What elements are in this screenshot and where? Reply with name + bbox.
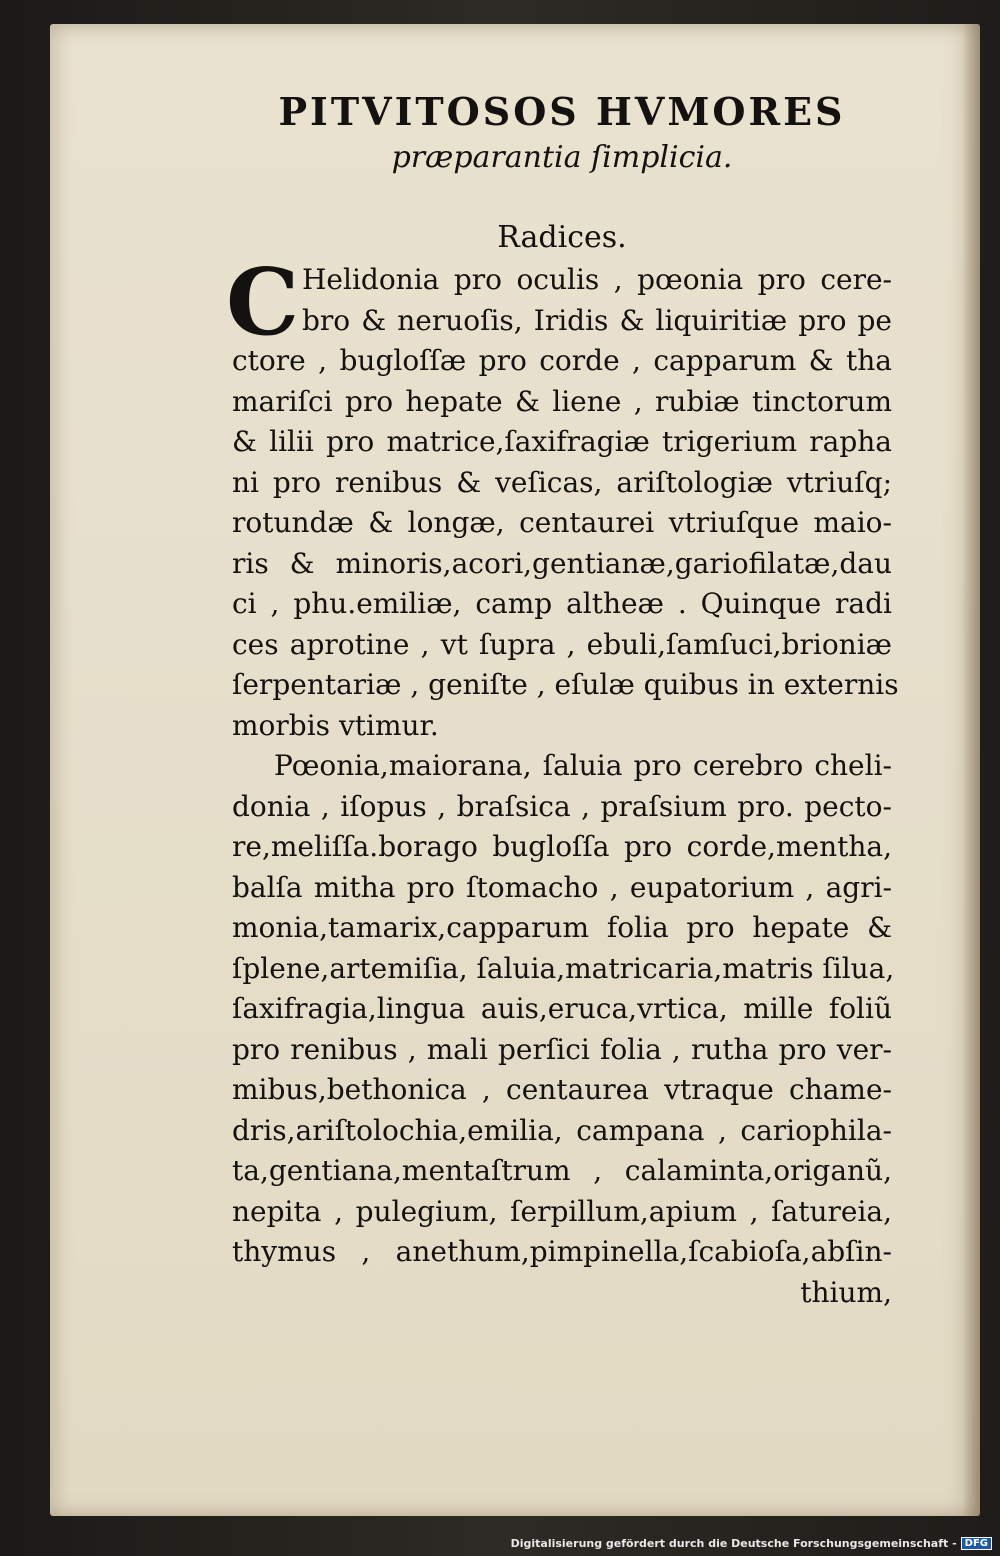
digitization-credit — [511, 1537, 992, 1550]
text-line: mariſci pro hepate & liene , rubiæ tinctorum — [232, 384, 892, 418]
page-gutter-shadow — [962, 24, 980, 1516]
text-line: dris,ariſtolochia,emilia, campana , cariophila- — [232, 1113, 892, 1147]
page-subtitle: præparantia ſimplicia. — [391, 140, 733, 175]
text-line: ci , phu.emiliæ, camp altheæ . Quinque radi — [232, 587, 892, 620]
section-heading: Radices. — [497, 220, 627, 255]
text-line: & lilii pro matrice,ſaxifragiæ trigerium rapha — [232, 425, 892, 458]
drop-cap: C — [226, 248, 300, 356]
text-line: thium, — [800, 1275, 892, 1309]
paragraph-herbs — [232, 746, 895, 1313]
text-line: ſplene,artemiſia, ſaluia,matricaria,matris ſilua, — [232, 951, 895, 985]
text-line: re,meliſſa.borago bugloſſa pro corde,mentha, — [232, 830, 892, 863]
text-line: Helidonia pro oculis , pœonia pro cere- — [302, 263, 892, 296]
text-line: ris & minoris,acori,gentianæ,gariofilatæ,dau — [232, 546, 892, 580]
paragraph-radices — [226, 248, 899, 746]
page-title: PITVITOSOS HVMORES — [278, 89, 846, 134]
text-line: morbis vtimur. — [232, 708, 439, 742]
text-line: bro & neruoſis, Iridis & liquiritiæ pro pe — [302, 303, 892, 337]
text-line: ces aprotine , vt ſupra , ebuli,ſamſuci,brioniæ — [232, 627, 892, 661]
dfg-logo-icon: DFG — [961, 1537, 992, 1550]
text-line: ni pro renibus & veſicas, ariſtologiæ vtriuſq; — [232, 465, 892, 499]
page-text — [226, 89, 899, 1313]
text-line: pro renibus , mali perſici folia , rutha pro ver- — [232, 1032, 892, 1066]
credit-text: Digitalisierung gefördert durch die Deutsche Forschungsgemeinschaft - — [510, 1537, 957, 1550]
text-line: ctore , bugloſſæ pro corde , capparum & tha — [232, 344, 892, 377]
text-line: thymus , anethum,pimpinella,ſcabioſa,abſin- — [232, 1235, 892, 1268]
text-line: mibus,bethonica , centaurea vtraque chame- — [232, 1073, 892, 1106]
text-line: nepita , pulegium, ſerpillum,apium , ſatureia, — [232, 1194, 892, 1228]
text-line: rotundæ & longæ, centaurei vtriuſque maio- — [232, 506, 892, 539]
text-line: Pœonia,maiorana, ſaluia pro cerebro cheli- — [274, 749, 892, 782]
text-line: donia , iſopus , braſsica , praſsium pro. pecto- — [232, 789, 892, 823]
text-line: ſaxifragia,lingua auis,eruca,vrtica, mille foliũ — [232, 992, 892, 1025]
text-line: balſa mitha pro ſtomacho , eupatorium , agri- — [232, 870, 892, 904]
text-line: ta,gentiana,mentaſtrum , calaminta,origanũ, — [232, 1154, 892, 1187]
text-line: monia,tamarix,capparum folia pro hepate & — [232, 911, 892, 944]
text-line: ſerpentariæ , geniſte , eſulæ quibus in externis — [232, 668, 899, 701]
